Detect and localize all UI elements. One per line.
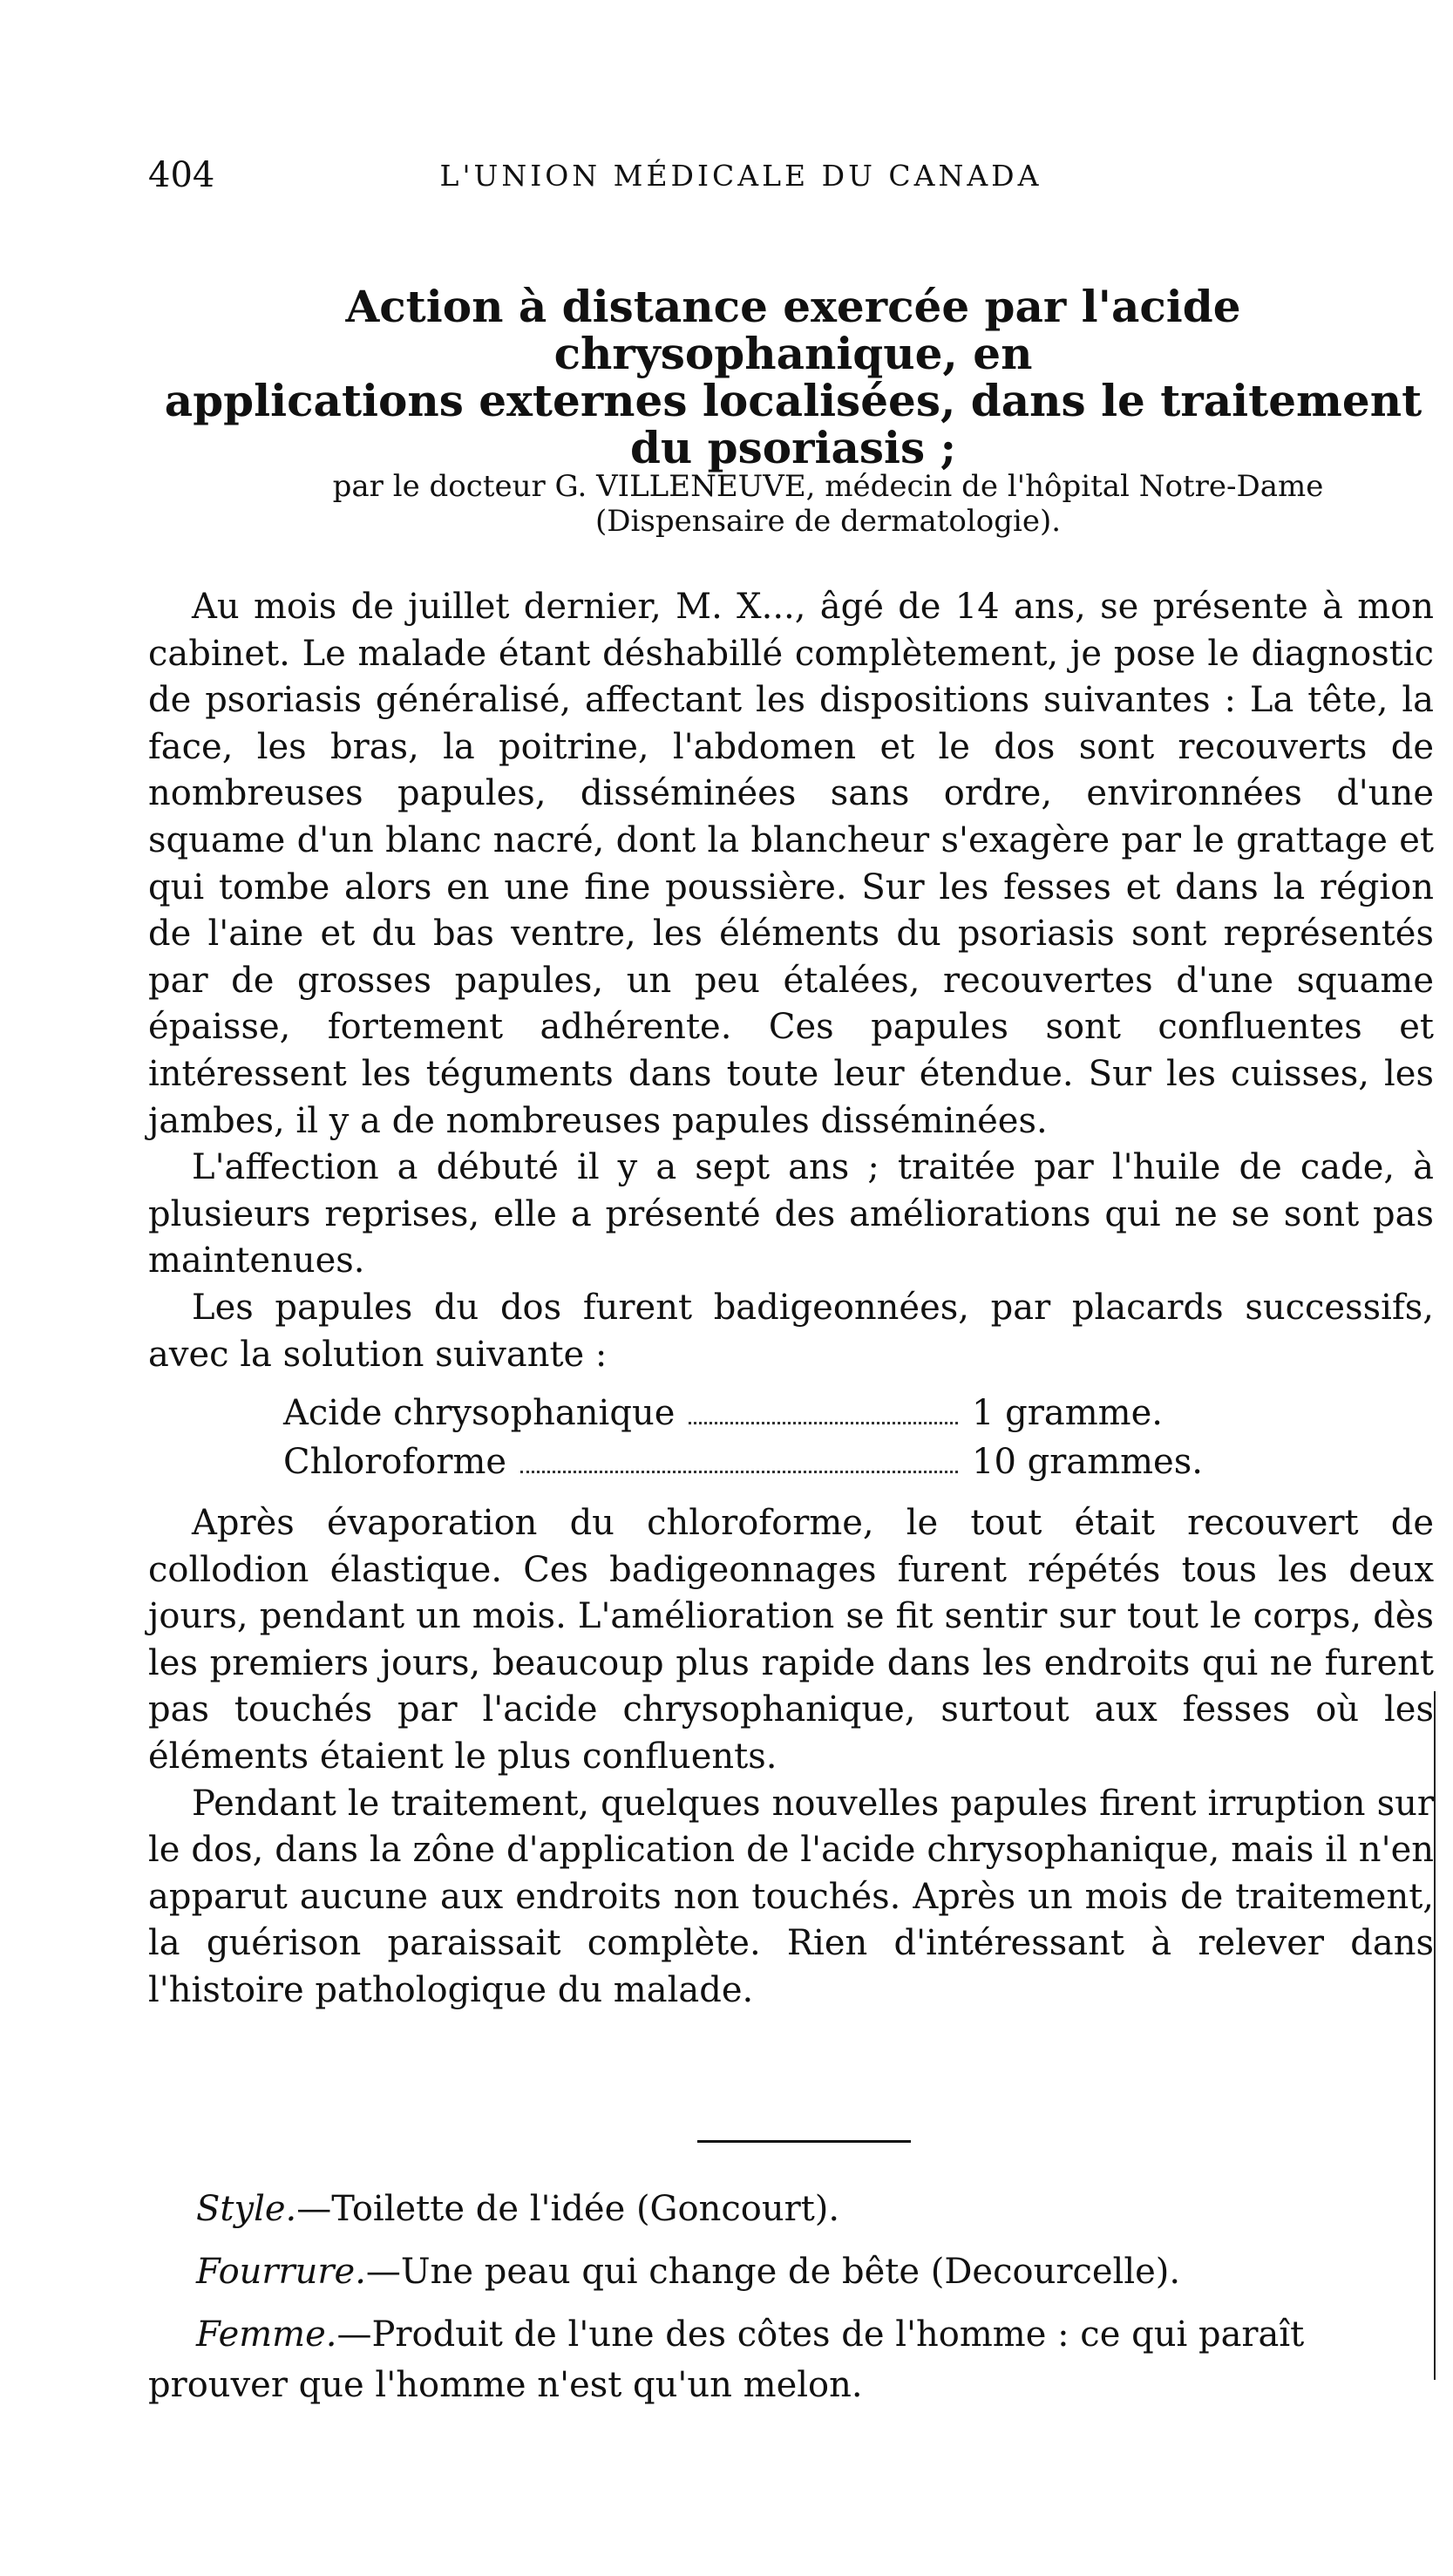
title-line: applications externes localisées, dans le traitement — [164, 375, 1422, 426]
title-line: Action à distance exercée par l'acide chrysophanique, en — [345, 281, 1241, 379]
page-number: 404 — [148, 155, 215, 195]
paragraph: Les papules du dos furent badigeonnées, par placards successifs, avec la solution suivante : — [148, 1287, 1434, 1375]
ingredient-name: Acide chrysophanique — [283, 1393, 676, 1434]
byline-line: par le docteur G. VILLENEUVE, médecin de l'hôpital Notre-Dame — [332, 469, 1324, 504]
leader-dots — [689, 1422, 958, 1424]
leader-dots — [520, 1471, 958, 1473]
maxim-text: —Produit de l'une des côtes de l'homme : ce qui paraît prouver que l'homme n'est qu'un melon. — [148, 2314, 1305, 2405]
byline-line: (Dispensaire de dermatologie). — [594, 504, 1062, 539]
maxim — [148, 2246, 1434, 2297]
paragraph: Au mois de juillet dernier, M. X..., âgé de 14 ans, se présente à mon cabinet. Le malade étant déshabillé complètement, je pose le diagnostic de psoriasis généralisé, affectant les dispositions suivantes : La tête, la face, les bras, la poitrine, l'abdomen et le dos sont recouverts de nombreuses papules, disséminées sans ordre, environnées d'une squame d'un blanc nacré, dont la blancheur s'exagère par le grattage et qui tombe alors en une fine poussière. Sur les fesses et dans la région de l'aine et du bas ventre, les éléments du psoriasis sont représentés par de grosses papules, un peu étalées, recouvertes d'une squame épaisse, fortement adhérente. Ces papules sont confluentes et intéressent les téguments dans toute leur étendue. Sur les cuisses, les jambes, il y a de nombreuses papules disséminées. — [148, 587, 1434, 1141]
formula-row — [283, 1390, 1242, 1439]
article-body — [148, 584, 1434, 2015]
title-line: du psoriasis ; — [629, 422, 957, 473]
maxim-term: Femme. — [196, 2314, 337, 2355]
maxim-term: Fourrure. — [196, 2252, 366, 2292]
ingredient-name: Chloroforme — [283, 1442, 507, 1483]
paragraph: Après évaporation du chloroforme, le tout était recouvert de collodion élastique. Ces badigeonnages furent répétés tous les deux jours, pendant un mois. L'amélioration se fit sentir sur tout le corps, dès les premiers jours, beaucoup plus rapide dans les endroits qui ne furent pas touchés par l'acide chrysophanique, surtout aux fesses où les éléments étaient le plus confluents. — [148, 1503, 1434, 1777]
formula-row — [283, 1439, 1242, 1488]
maxim-text: —Toilette de l'idée (Goncourt). — [296, 2189, 840, 2229]
maxim-term: Style. — [196, 2189, 297, 2229]
prescription-formula — [283, 1390, 1242, 1488]
ingredient-quantity: 10 grammes. — [972, 1442, 1203, 1483]
maxim-text: —Une peau qui change de bête (Decourcelle). — [365, 2252, 1181, 2292]
section-divider — [697, 2140, 911, 2143]
maxims-section — [148, 2184, 1434, 2423]
maxim — [148, 2184, 1434, 2234]
paragraph: Pendant le traitement, quelques nouvelles papules firent irruption sur le dos, dans la zône d'application de l'acide chrysophanique, mais il n'en apparut aucune aux endroits non touchés. Après un mois de traitement, la guérison paraissait complète. Rien d'intéressant à relever dans l'histoire pathologique du malade. — [148, 1783, 1434, 2011]
scan-margin-line — [1434, 1691, 1436, 2380]
ingredient-quantity: 1 gramme. — [972, 1393, 1163, 1434]
running-header — [148, 155, 1421, 207]
author-byline — [261, 469, 1395, 539]
paragraph: L'affection a débuté il y a sept ans ; traitée par l'huile de cade, à plusieurs reprises, elle a présenté des améliorations qui ne se sont pas maintenues. — [148, 1147, 1434, 1281]
maxim — [148, 2309, 1434, 2410]
article-title — [139, 283, 1447, 472]
journal-title: L'UNION MÉDICALE DU CANADA — [439, 159, 1042, 193]
